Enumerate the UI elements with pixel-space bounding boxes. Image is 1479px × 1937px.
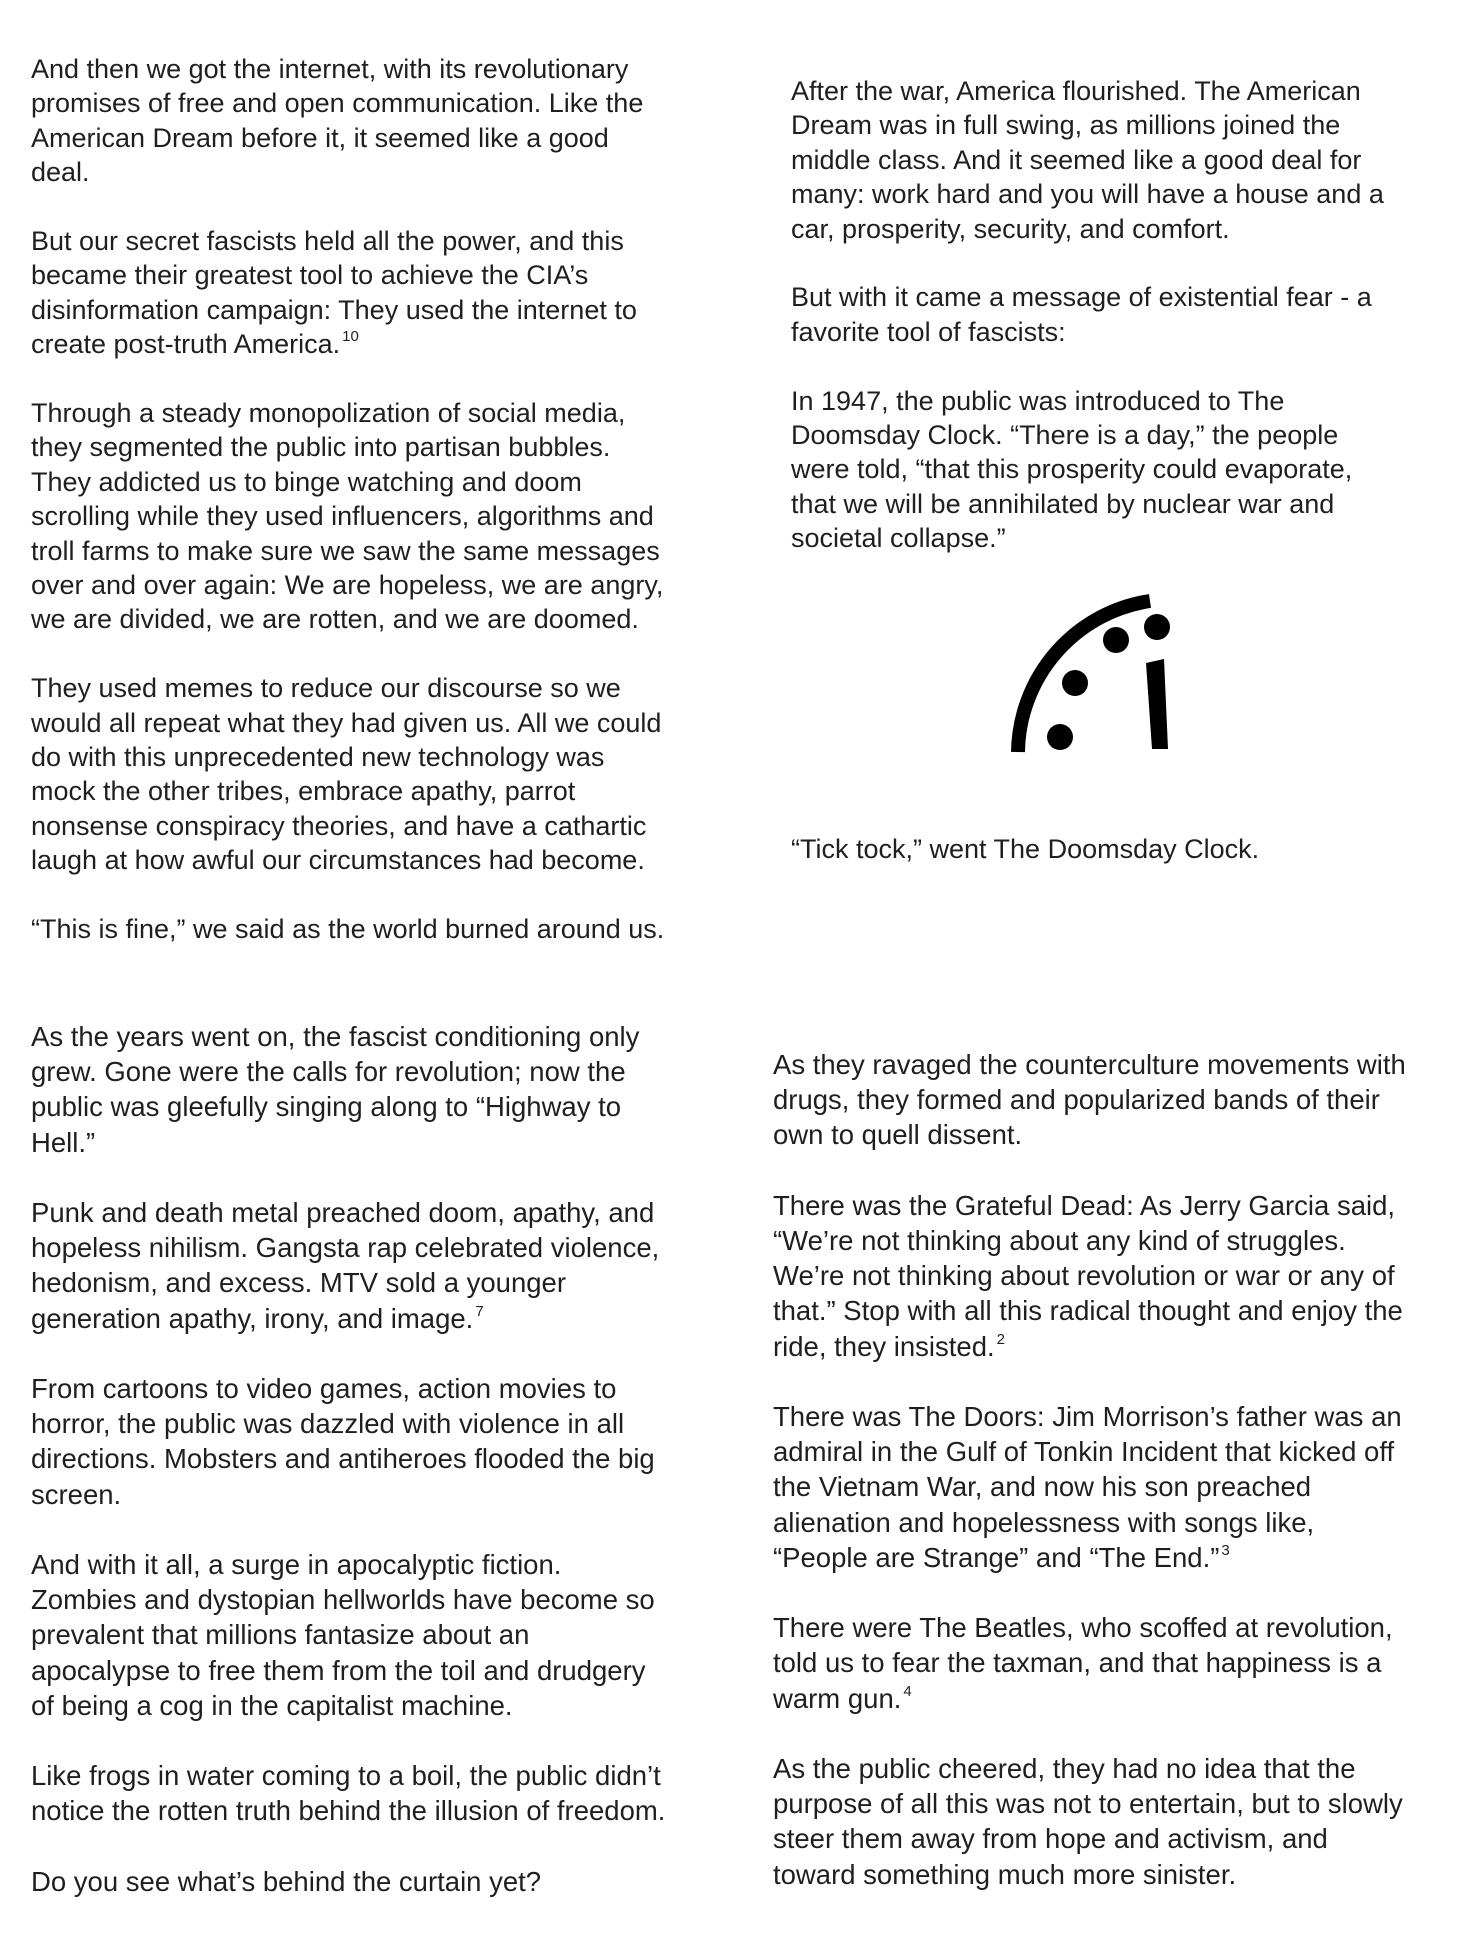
paragraph: As the years went on, the fascist conditioning only grew. Gone were the calls for revolution; now the public was gleefully singing along to “Highway to Hell.” — [31, 1021, 640, 1158]
paragraph: Punk and death metal preached doom, apathy, and hopeless nihilism. Gangsta rap celebrated violence, hedonism, and excess. MTV sold a younger generation apathy, irony, and image. $^7$ — [31, 1197, 660, 1334]
paragraph: After the war, America flourished. The American Dream was in full swing, as millions joined the middle class. And it seemed like a good deal for many: work hard and you will have a house and a car, prosperity, security, and comfort. — [791, 76, 1384, 244]
paragraph: Do you see what’s behind the curtain yet? — [31, 1865, 542, 1897]
panel-bands — [773, 1047, 1473, 1927]
paragraph: From cartoons to video games, action movies to horror, the public was dazzled with violence in all directions. Mobsters and antiheroes flooded the big screen. — [31, 1373, 655, 1510]
paragraph: Like frogs in water coming to a boil, the public didn’t notice the rotten truth behind the illusion of freedom. — [31, 1760, 666, 1827]
footnote-marker: 7 — [475, 1302, 484, 1320]
paragraph: There was The Doors: Jim Morrison’s father was an admiral in the Gulf of Tonkin Incident that kicked off the Vietnam War, and now his son preached alienation and hopelessness with songs like, “People are Strange” and “The End.” $^3$ — [773, 1401, 1402, 1573]
panel-conditioning — [31, 1019, 731, 1934]
paragraph: And then we got the internet, with its revolutionary promises of free and open communication. Like the American Dream before it, it seemed like a good deal. — [31, 54, 644, 188]
paragraph: As they ravaged the counterculture movements with drugs, they formed and popularized bands of their own to quell dissent. — [773, 1049, 1406, 1151]
paragraph: In 1947, the public was introduced to The Doomsday Clock. “There is a day,” the people were told, “that this prosperity could evaporate, that we will be annihilated by nuclear war and societal collapse.” — [791, 385, 1353, 554]
paragraph: There were The Beatles, who scoffed at revolution, told us to fear the taxman, and that happiness is a warm gun. $^4$ — [773, 1612, 1393, 1714]
clock-caption: “Tick tock,” went The Doomsday Clock. — [791, 834, 1260, 864]
footnote-marker: 2 — [996, 1330, 1005, 1348]
panel-doomsday-clock — [791, 74, 1471, 590]
paragraph: There was the Grateful Dead: As Jerry Garcia said, “We’re not thinking about any kind of struggles. We’re not thinking about revolution or war or any of that.” Stop with all this radical thought and enjoy the ride, they insisted. $^2$ — [773, 1189, 1403, 1362]
footnote-marker: 3 — [1221, 1541, 1230, 1559]
footnote-marker: 4 — [903, 1682, 912, 1700]
paragraph: “This is fine,” we said as the world burned around us. — [31, 914, 665, 945]
doomsday-clock-icon — [990, 567, 1210, 767]
panel-internet — [31, 52, 731, 981]
paragraph: And with it all, a surge in apocalyptic fiction. Zombies and dystopian hellworlds have become so prevalent that millions fantasize about an apocalypse to free them from the toil and drudgery of being a cog in the capitalist machine. — [31, 1549, 655, 1721]
footnote-marker: 10 — [342, 328, 359, 346]
paragraph: But with it came a message of existential fear - a favorite tool of fascists: — [791, 282, 1372, 347]
paragraph: They used memes to reduce our discourse so we would all repeat what they had given us. All we could do with this unprecedented new technology was mock the other tribes, embrace apathy, parrot nonsense conspiracy theories, and have a cathartic laugh at how awful our circumstances had become. — [31, 673, 662, 876]
paragraph: As the public cheered, they had no idea that the purpose of all this was not to entertain, but to slowly steer them away from hope and activism, and toward something much more sinister. — [773, 1753, 1403, 1890]
paragraph: Through a steady monopolization of social media, they segmented the public into partisan bubbles. They addicted us to binge watching and doom scrolling while they used influencers, algorithms and troll farms to make sure we saw the same messages over and over again: We are hopeless, we are angry, we are divided, we are rotten, and we are doomed. — [31, 398, 664, 635]
paragraph: But our secret fascists held all the power, and this became their greatest tool to achieve the CIA’s disinformation campaign: They used the internet to create post-truth America. $^{10}$ — [31, 226, 637, 360]
